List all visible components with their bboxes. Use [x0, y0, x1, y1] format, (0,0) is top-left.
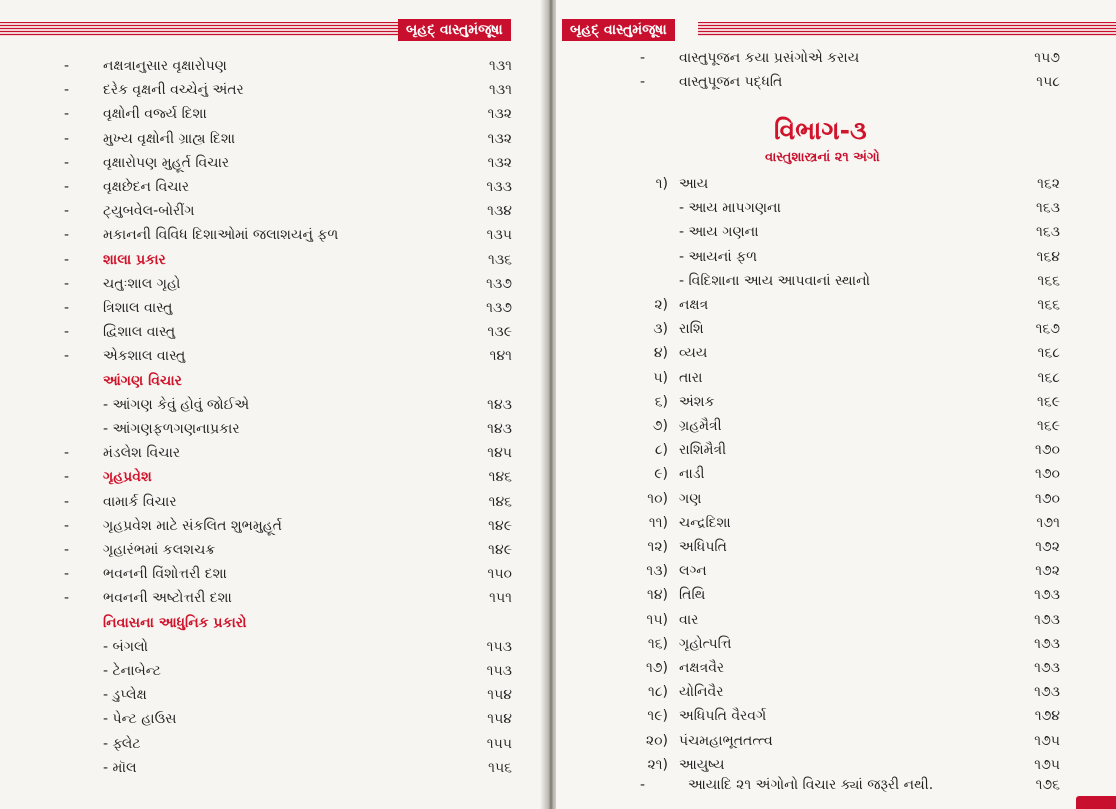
toc-dash: - [64, 300, 70, 316]
toc-page-number: ૧૩૧ [488, 58, 512, 74]
toc-entry-label: નિવાસના આધુનિક પ્રકારો [103, 614, 247, 631]
toc-dash: - [64, 179, 70, 195]
toc-page-number: ૧૬૯ [1037, 393, 1060, 410]
toc-entry-label: તારા [679, 369, 703, 386]
toc-page-number: ૧૭૫ [1034, 732, 1060, 749]
toc-page-number: ૧૬૩ [1035, 200, 1060, 217]
running-header-right: બૃહદ્ વાસ્તુમંજૂષા [562, 19, 675, 41]
toc-row [0, 367, 1116, 389]
toc-page-number: ૧૩૨ [487, 154, 512, 171]
toc-entry-label: ગૃહોત્પત્તિ [679, 635, 732, 652]
toc-entry-label: ગૃહપ્રવેશ [103, 469, 152, 486]
toc-page-number: ૧૭૩ [1034, 660, 1060, 676]
toc-row [0, 270, 1116, 292]
toc-page-number: ૧૭૬ [1035, 777, 1060, 793]
toc-dash: - [64, 445, 70, 462]
toc-entry-label: અધિપતિ વૈરવર્ગ [679, 708, 767, 725]
toc-row [0, 318, 1116, 340]
toc-page-number: ૧૭૩ [1034, 587, 1060, 604]
toc-page-number: ૧૪૬ [488, 493, 512, 510]
toc-entry-label: વાસ્તુપૂજન પદ્ધતિ [679, 74, 783, 90]
toc-page-number: ૧૫૦ [487, 566, 512, 583]
toc-page-number: ૧૪૯ [488, 542, 512, 558]
toc-entry-label: - વિદિશાના આય આપવાનાં સ્થાનો [679, 272, 871, 289]
toc-item-number: ૧૧) [648, 514, 668, 531]
toc-entry-label: - મૉલ [103, 759, 137, 776]
toc-page-number: ૧૬૬ [1037, 272, 1060, 289]
toc-entry-label: યોનિવૈર [679, 684, 724, 701]
toc-item-number: ૬) [654, 393, 668, 410]
toc-page-number: ૧૫૮ [1036, 74, 1060, 90]
toc-page-number: ૧૩૩ [486, 179, 512, 195]
toc-entry-label: ભવનની અષ્ટોત્તરી દશા [103, 590, 232, 607]
toc-item-number: ૨) [654, 297, 668, 313]
toc-page-number: ૧૭૪ [1034, 708, 1060, 725]
toc-entry-label: - આય ગણના [679, 224, 759, 241]
toc-dash: - [640, 50, 646, 66]
toc-row [0, 439, 1116, 461]
toc-page-number: ૧૪૩ [487, 396, 512, 413]
toc-entry-label: રાશિમૈત્રી [679, 442, 727, 459]
toc-entry-label: - આંગણફળગણનાપ્રકાર [103, 421, 240, 437]
toc-entry-label: અંશક [679, 393, 715, 410]
toc-entry-label: નક્ષત્ર [679, 297, 709, 313]
toc-page-number: ૧૩૫ [486, 227, 512, 244]
toc-item-number: ૧૪) [646, 587, 668, 604]
toc-dash: - [64, 348, 70, 365]
toc-row [0, 609, 1116, 631]
toc-page-number: ૧૩૭ [486, 275, 512, 292]
toc-entry-label: ગૃહારંભમાં કલશચક્ર [103, 542, 216, 558]
toc-row [0, 657, 1116, 679]
toc-dash: - [64, 517, 70, 534]
toc-row [0, 681, 1116, 703]
toc-page-number: ૧૫૬ [488, 759, 512, 776]
toc-entry-label: વૃક્ષોની વર્જ્ય દિશા [103, 106, 207, 123]
toc-row [0, 584, 1116, 606]
toc-dash: - [64, 251, 70, 268]
toc-page-number: ૧૬૪ [1036, 248, 1060, 265]
toc-item-number: ૧૮) [647, 684, 668, 701]
toc-entry-label: નક્ષત્રવૈર [679, 660, 725, 676]
toc-page-number: ૧૭૩ [1034, 611, 1060, 628]
toc-dash: - [64, 58, 70, 74]
toc-entry-label: - આય માપગણના [679, 200, 781, 217]
header-stripe [0, 22, 398, 36]
toc-entry-label: દ્વિશાલ વાસ્તુ [103, 324, 176, 341]
toc-page-number: ૧૬૨ [1037, 176, 1060, 192]
toc-entry-label: પંચમહાભૂતતત્ત્વ [679, 732, 773, 749]
toc-entry-label: લગ્ન [679, 563, 707, 580]
toc-entry-label: - ડુપ્લેક્ષ [103, 687, 147, 704]
section-title: વિભાગ-૩ [774, 116, 867, 145]
toc-page-number: ૧૪૧ [489, 348, 512, 365]
toc-row [0, 774, 1116, 796]
toc-page-number: ૧૩૬ [487, 251, 512, 268]
toc-entry-label: - આંગણ કેવું હોવું જોઈએ [103, 396, 250, 413]
toc-dash: - [64, 590, 70, 607]
toc-entry-label: ગૃહપ્રવેશ માટે સંકલિત શુભમુહૂર્ત [103, 517, 282, 534]
toc-page-number: ૧૭૧ [1036, 514, 1060, 531]
toc-dash: - [64, 469, 70, 486]
toc-entry-label: - પેન્ટ હાઉસ [103, 711, 177, 728]
toc-dash: - [640, 74, 646, 90]
toc-row [0, 536, 1116, 558]
toc-entry-label: વામાર્ક વિચાર [103, 493, 177, 510]
toc-dash: - [64, 566, 70, 583]
toc-page-number: ૧૩૯ [487, 324, 512, 341]
toc-page-number: ૧૬૯ [1037, 418, 1060, 434]
toc-entry-label: ટ્યુબવેલ-બોરીંગ [103, 203, 195, 220]
toc-entry-label: ચન્દ્રદિશા [679, 514, 731, 531]
toc-entry-label: ચતુઃશાલ ગૃહો [103, 275, 181, 292]
toc-entry-label: આયુષ્ય [679, 756, 725, 773]
toc-row [0, 463, 1116, 485]
running-header-left: બૃહદ્ વાસ્તુમંજૂષા [398, 19, 511, 41]
toc-row [0, 173, 1116, 195]
toc-row [0, 197, 1116, 219]
toc-page-number: ૧૫૪ [487, 711, 512, 728]
toc-dash: - [64, 227, 70, 244]
toc-entry-label: ગણ [679, 490, 702, 507]
toc-row [0, 221, 1116, 243]
toc-entry-label: રાશિ [679, 321, 704, 338]
toc-page-number: ૧૬૮ [1037, 369, 1060, 386]
toc-dash: - [64, 82, 70, 99]
toc-entry-label: આંગણ વિચાર [103, 372, 182, 389]
toc-item-number: ૧૯) [647, 708, 668, 725]
toc-item-number: ૧૦) [647, 490, 668, 507]
toc-page-number: ૧૩૭ [486, 300, 512, 316]
toc-item-number: ૪) [653, 345, 668, 362]
toc-row [0, 294, 1116, 316]
toc-row [0, 633, 1116, 655]
toc-entry-label: - ટેનાબેન્ટ [103, 663, 161, 679]
toc-page-number: ૧૫૫ [486, 735, 512, 752]
toc-page-number: ૧૭૦ [1034, 442, 1060, 459]
toc-item-number: ૨૧) [647, 756, 668, 773]
toc-item-number: ૯) [654, 466, 668, 483]
toc-entry-label: - ફ્લેટ [103, 735, 141, 752]
toc-entry-label: ભવનની વિંશોત્તરી દશા [103, 566, 227, 583]
toc-page-number: ૧૬૭ [1035, 321, 1060, 338]
toc-entry-label: અધિપતિ [679, 539, 727, 555]
toc-row [0, 47, 1116, 69]
toc-page-number: ૧૭૩ [1034, 684, 1060, 701]
toc-dash: - [64, 542, 70, 558]
toc-entry-label: - આયનાં ફળ [679, 248, 758, 265]
toc-entry-label: આયાદિ ૨૧ અંગોનો વિચાર ક્યાં જરૂરી નથી. [688, 777, 934, 793]
toc-row [0, 342, 1116, 364]
toc-page-number: ૧૭૨ [1035, 539, 1060, 555]
toc-row [0, 705, 1116, 727]
toc-item-number: ૧૬) [647, 635, 668, 652]
toc-entry-label: - બંગલો [103, 638, 149, 655]
toc-page-number: ૧૭૫ [1034, 756, 1060, 773]
toc-page-number: ૧૩૨ [487, 130, 512, 147]
toc-entry-label: દરેક વૃક્ષની વચ્ચેનું અંતર [103, 82, 244, 99]
toc-entry-label: વ્યય [679, 345, 708, 362]
toc-entry-label: નક્ષત્રાનુસાર વૃક્ષારોપણ [103, 58, 227, 74]
toc-dash: - [64, 203, 70, 220]
toc-row [0, 754, 1116, 776]
toc-page-number: ૧૭૦ [1034, 490, 1060, 507]
page-number-tab [1076, 796, 1116, 809]
section-subtitle: વાસ્તુશાસ્ત્રનાં ૨૧ અંગો [765, 150, 880, 165]
toc-page-number: ૧૬૩ [1035, 224, 1060, 241]
toc-item-number: ૭) [652, 418, 668, 434]
toc-entry-label: મકાનની વિવિધ દિશાઓમાં જલાશયનું ફળ [103, 227, 339, 244]
toc-page-number: ૧૫૩ [486, 663, 512, 679]
toc-dash: - [640, 777, 646, 793]
toc-page-number: ૧૪૫ [487, 445, 512, 462]
toc-page-number: ૧૫૭ [1034, 50, 1060, 66]
toc-page-number: ૧૫૪ [487, 687, 512, 704]
toc-dash: - [64, 106, 70, 123]
toc-page-number: ૧૭૨ [1035, 563, 1060, 580]
toc-item-number: ૧૭) [645, 660, 668, 676]
toc-dash: - [64, 324, 70, 341]
toc-entry-label: શાલા પ્રકાર [103, 251, 166, 268]
toc-row [0, 152, 548, 174]
toc-row [0, 730, 1116, 752]
toc-item-number: ૧) [655, 176, 668, 192]
toc-entry-label: તિથિ [679, 587, 706, 604]
toc-row [0, 246, 1116, 268]
toc-entry-label: મંડલેશ વિચાર [103, 445, 181, 462]
toc-row [0, 512, 1116, 534]
header-stripe [698, 22, 1116, 36]
toc-entry-label: ગ્રહમૈત્રી [679, 418, 722, 434]
toc-entry-label: નાડી [679, 466, 705, 483]
toc-row [0, 71, 1116, 93]
toc-page-number: ૧૩૧ [488, 82, 512, 99]
toc-row [0, 560, 1116, 582]
toc-entry-label: વાસ્તુપૂજન કયા પ્રસંગોએ કરાય [679, 50, 860, 66]
toc-dash: - [64, 493, 70, 510]
toc-row [0, 103, 548, 125]
toc-entry-label: ત્રિશાલ વાસ્તુ [103, 300, 173, 316]
toc-item-number: ૨૦) [645, 732, 668, 749]
toc-row [0, 415, 1116, 437]
toc-entry-label: મુખ્ય વૃક્ષોની ગ્રાહ્ય દિશા [103, 130, 236, 147]
toc-page-number: ૧૬૮ [1037, 345, 1060, 362]
toc-page-number: ૧૪૬ [488, 469, 512, 486]
toc-page-number: ૧૭૦ [1034, 466, 1060, 483]
toc-page-number: ૧૩૪ [487, 203, 512, 220]
toc-entry-label: વૃક્ષારોપણ મુહૂર્ત વિચાર [103, 154, 230, 171]
toc-item-number: ૮) [654, 442, 668, 459]
toc-page-number: ૧૬૬ [1037, 297, 1060, 313]
toc-page-number: ૧૭૩ [1034, 635, 1060, 652]
toc-item-number: ૫) [653, 369, 668, 386]
toc-page-number: ૧૫૩ [486, 638, 512, 655]
toc-row [0, 128, 548, 150]
toc-entry-label: એકશાલ વાસ્તુ [103, 348, 186, 365]
toc-dash: - [64, 154, 70, 171]
toc-page-number: ૧૫૧ [489, 590, 512, 607]
toc-page-number: ૧૪૩ [487, 421, 512, 437]
toc-item-number: ૧૩) [646, 563, 668, 580]
toc-item-number: ૧૫) [646, 611, 668, 628]
toc-row [0, 391, 1116, 413]
toc-page-number: ૧૪૯ [488, 517, 512, 534]
toc-entry-label: વાર [679, 611, 699, 628]
toc-dash: - [64, 275, 70, 292]
toc-page-number: ૧૩૨ [487, 106, 512, 123]
toc-item-number: ૧૨) [647, 539, 668, 555]
toc-row [0, 488, 1116, 510]
toc-item-number: ૩) [653, 321, 668, 338]
toc-entry-label: વૃક્ષછેદન વિચાર [103, 179, 190, 195]
toc-entry-label: આય [679, 176, 709, 192]
toc-dash: - [64, 130, 70, 147]
